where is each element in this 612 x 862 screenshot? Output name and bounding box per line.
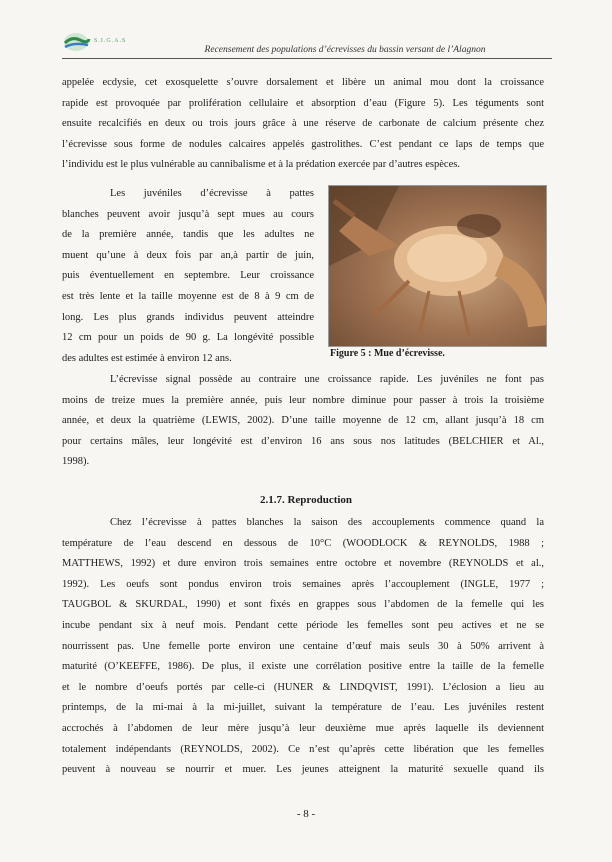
text-line: blanches peuvent avoir jusqu’à sept mues au cours <box>62 208 314 220</box>
text-line: pour certains mâles, leur longévité est d’environ 16 ans sous nos latitudes (BELCHIER et Al., <box>62 435 544 447</box>
text-line: rapide est provoquée par prolifération cellulaire et absorption d’eau (Figure 5). Les téguments sont <box>62 97 544 109</box>
juvenile-paragraph <box>62 184 314 369</box>
text-line: nourrissent pas. Une femelle porte environ une centaine d’œuf mais seuls 30 à 50% arrivent à <box>62 640 544 652</box>
text-line: TAUGBOL & SKURDAL, 1990) et sont fixés en grappes sous l’abdomen de la femelle qui les <box>62 599 544 611</box>
crayfish-illustration <box>329 186 546 346</box>
text-line: Chez l’écrevisse à pattes blanches la saison des accouplements commence quand la <box>110 517 544 528</box>
text-line: des adultes est estimée à environ 12 ans. <box>62 352 232 364</box>
text-line: peuvent à nouveau se nourrir et muer. Les jeunes atteignent la maturité sexuelle quand ils <box>62 764 544 776</box>
intro-paragraph <box>62 73 544 176</box>
text-line: de la première année, tandis que les adultes ne <box>62 229 314 241</box>
text-line: 12 cm pour un poids de 90 g. La longévité possible <box>62 332 314 344</box>
text-line: puis éventuellement en septembre. Leur croissance <box>62 270 314 282</box>
text-line: température de l’eau descend en dessous de 10°C (WOODLOCK & REYNOLDS, 1988 ; <box>62 537 544 549</box>
page-number: - 8 - <box>296 808 316 820</box>
signal-paragraph <box>62 370 544 473</box>
text-line: l’écrevisse sous forme de nodules calcaires appelés gastrolithes. C’est pendant ce laps de temps que <box>62 138 544 150</box>
text-line: moins de treize mues la première année, puis leur nombre diminue pour passer à trois la troisième <box>62 394 544 406</box>
figure-caption: Figure 5 : Mue d’écrevisse. <box>330 348 445 359</box>
crayfish-moult-photo <box>328 185 547 347</box>
text-line: Les juvéniles d’écrevisse à pattes <box>110 188 314 199</box>
text-line: MATTHEWS, 1992) et dure environ trois semaines entre octobre et novembre (REYNOLDS et al., <box>62 558 544 570</box>
header-divider <box>62 58 552 59</box>
text-line: est très lente et la taille moyenne est de 8 à 9 cm de <box>62 290 314 302</box>
section-heading-reproduction: 2.1.7. Reproduction <box>259 494 353 506</box>
text-line: appelée ecdysie, cet exosquelette s’ouvre dorsalement et libère un animal mou dont la croissance <box>62 77 544 88</box>
reproduction-paragraph <box>62 513 544 781</box>
text-line: accrochés à l’abdomen de leur mère jusqu’à leur deuxième mue après laquelle ils deviennent <box>62 722 544 734</box>
text-line: totalement indépendants (REYNOLDS, 2002). Ce n’est qu’après cette libération que les femelles <box>62 743 544 755</box>
text-line: long. Les plus grands individus peuvent atteindre <box>62 311 314 323</box>
text-line: année, et deux la quatrième (LEWIS, 2002). D’une taille moyenne de 12 cm, allant jusqu’à 18 cm <box>62 415 544 427</box>
text-line: printemps, de la mi-mai à la mi-juillet, suivant la température de l’eau. Les juvéniles restent <box>62 702 544 714</box>
text-line: et le nombre d’oeufs portés par celle-ci (HUNER & LINDQVIST, 1991). L’éclosion a lieu au <box>62 681 544 693</box>
text-line: 1998). <box>62 456 90 468</box>
running-header: Recensement des populations d’écrevisses du bassin versant de l’Alagnon <box>204 45 486 55</box>
text-line: l’individu est le plus vulnérable au cannibalisme et à la prédation exercée par d’autres espèces. <box>62 159 460 171</box>
text-line: incube pendant six à neuf mois. Pendant cette période les femelles sont peu actives et ne se <box>62 619 544 631</box>
logo-text: S.I.G.A.S <box>94 38 127 44</box>
text-line: 1992). Les oeufs sont pondus environ trois semaines après l’accouplement (INGLE, 1977 ; <box>62 578 544 590</box>
text-line: muent qu’une à deux fois par an,à partir de juin, <box>62 249 314 261</box>
text-line: maturité (O’KEEFFE, 1986). De plus, il existe une corrélation positive entre la taille de la femelle <box>62 661 544 673</box>
text-line: ensuite recalcifiés en deux ou trois jours grâce à une réserve de carbonate de calcium présente chez <box>62 118 544 130</box>
text-line: L’écrevisse signal possède au contraire une croissance rapide. Les juvéniles ne font pas <box>110 374 544 385</box>
